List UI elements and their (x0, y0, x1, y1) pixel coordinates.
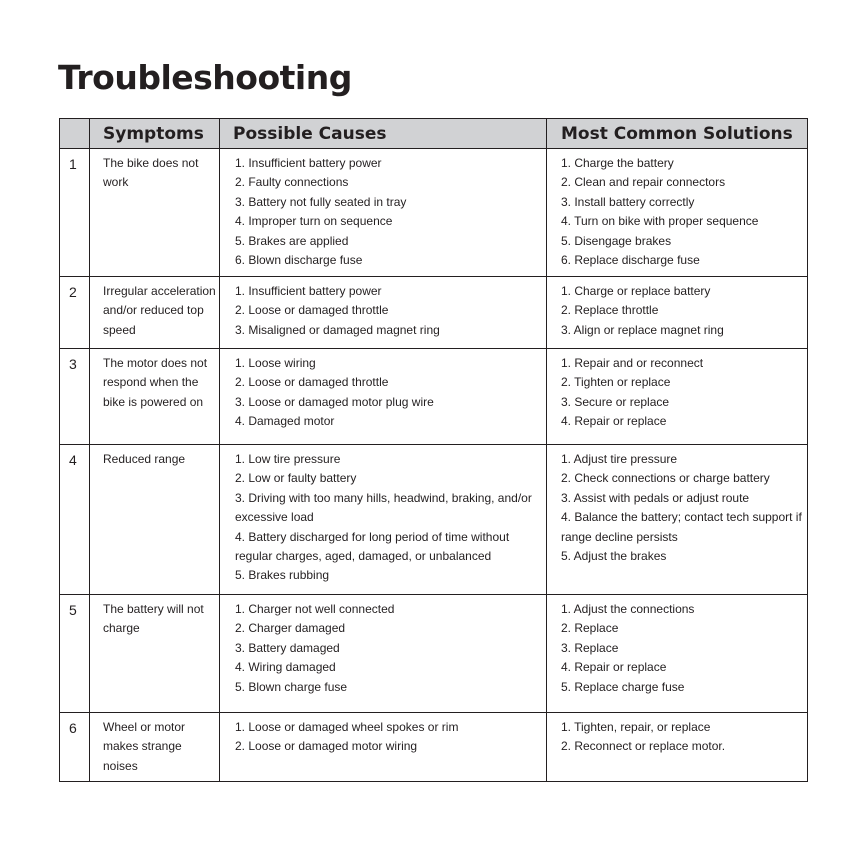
solution-item: 1. Tighten, repair, or replace (561, 720, 711, 734)
solutions-cell (547, 445, 808, 595)
solution-item: 3. Align or replace magnet ring (561, 322, 724, 337)
cause-item: 3. Misaligned or damaged magnet ring (235, 322, 440, 337)
solution-item: 2. Check connections or charge battery (561, 471, 770, 486)
cause-item: 1. Insufficient battery power (235, 284, 382, 298)
cause-item: 4. Damaged motor (235, 414, 335, 429)
solution-item: 3. Secure or replace (561, 394, 670, 409)
cause-item: 2. Loose or damaged motor wiring (235, 739, 418, 754)
cause-item: 2. Charger damaged (235, 621, 346, 636)
cause-item: 1. Loose wiring (235, 356, 316, 370)
cause-item: 4. Improper turn on sequence (235, 214, 393, 229)
solution-item: 1. Repair and or reconnect (561, 356, 704, 370)
causes-cell (220, 713, 547, 782)
cause-item: 2. Loose or damaged throttle (235, 375, 389, 390)
cause-item: 5. Brakes rubbing (235, 568, 330, 583)
solution-item: 2. Clean and repair connectors (561, 175, 726, 190)
cause-item: 2. Loose or damaged throttle (235, 303, 389, 318)
solution-item: 1. Charge or replace battery (561, 284, 711, 298)
page-title: Troubleshooting (58, 58, 352, 97)
cause-item: 4. Battery discharged for long period of time without regular charges, aged, damaged, or unbalanced (235, 529, 510, 564)
cause-item: 1. Low tire pressure (235, 452, 341, 466)
table-header-row (60, 119, 808, 149)
cause-item: 2. Low or faulty battery (235, 471, 357, 486)
solutions-cell (547, 713, 808, 782)
solution-item: 4. Repair or replace (561, 414, 667, 429)
cause-item: 5. Brakes are applied (235, 233, 349, 248)
solutions-cell (547, 349, 808, 445)
solution-item: 3. Install battery correctly (561, 194, 695, 209)
cause-item: 3. Battery not fully seated in tray (235, 194, 407, 209)
cause-item: 1. Loose or damaged wheel spokes or rim (235, 720, 459, 734)
solution-item: 2. Tighten or replace (561, 375, 671, 390)
solutions-cell (547, 149, 808, 277)
symptom-cell: The motor does not respond when the bike is powered on (90, 349, 220, 445)
row-number: 1 (60, 149, 90, 277)
cause-item: 2. Faulty connections (235, 175, 349, 190)
solution-item: 1. Charge the battery (561, 156, 674, 170)
causes-cell (220, 277, 547, 349)
cause-item: 4. Wiring damaged (235, 660, 336, 675)
solution-item: 2. Replace throttle (561, 303, 659, 318)
cause-item: 1. Charger not well connected (235, 602, 395, 616)
table-row (60, 149, 808, 277)
table-row (60, 349, 808, 445)
causes-cell (220, 349, 547, 445)
symptom-cell: Reduced range (90, 445, 220, 595)
header-symptoms: Symptoms (90, 119, 220, 149)
solution-item: 3. Replace (561, 640, 619, 655)
solutions-cell (547, 595, 808, 713)
causes-cell (220, 595, 547, 713)
cause-item: 3. Loose or damaged motor plug wire (235, 394, 434, 409)
solution-item: 3. Assist with pedals or adjust route (561, 490, 750, 505)
header-number (60, 119, 90, 149)
symptom-cell: The bike does not work (90, 149, 220, 277)
solution-item: 5. Replace charge fuse (561, 679, 685, 694)
cause-item: 3. Battery damaged (235, 640, 340, 655)
cause-item: 1. Insufficient battery power (235, 156, 382, 170)
row-number: 2 (60, 277, 90, 349)
solution-item: 2. Reconnect or replace motor. (561, 739, 726, 754)
solution-item: 4. Balance the battery; contact tech support if range decline persists (561, 510, 802, 544)
symptom-cell: The battery will not charge (90, 595, 220, 713)
table-row (60, 713, 808, 782)
row-number: 3 (60, 349, 90, 445)
solutions-cell (547, 277, 808, 349)
solution-item: 1. Adjust the connections (561, 602, 695, 616)
table-row (60, 595, 808, 713)
cause-item: 6. Blown discharge fuse (235, 253, 363, 268)
solution-item: 5. Disengage brakes (561, 233, 672, 248)
row-number: 5 (60, 595, 90, 713)
symptom-cell: Wheel or motor makes strange noises (90, 713, 220, 782)
table-row (60, 445, 808, 595)
row-number: 4 (60, 445, 90, 595)
solution-item: 4. Turn on bike with proper sequence (561, 214, 759, 229)
causes-cell (220, 149, 547, 277)
troubleshooting-table (59, 118, 808, 782)
solution-item: 2. Replace (561, 621, 619, 636)
causes-cell (220, 445, 547, 595)
solution-item: 6. Replace discharge fuse (561, 253, 700, 268)
header-possible-causes: Possible Causes (220, 119, 547, 149)
header-solutions: Most Common Solutions (547, 119, 808, 149)
cause-item: 5. Blown charge fuse (235, 679, 348, 694)
cause-item: 3. Driving with too many hills, headwind, braking, and/or excessive load (235, 490, 532, 525)
solution-item: 5. Adjust the brakes (561, 549, 667, 564)
solution-item: 4. Repair or replace (561, 660, 667, 675)
symptom-cell: Irregular acceleration and/or reduced top speed (90, 277, 220, 349)
solution-item: 1. Adjust tire pressure (561, 452, 678, 466)
table-row (60, 277, 808, 349)
row-number: 6 (60, 713, 90, 782)
